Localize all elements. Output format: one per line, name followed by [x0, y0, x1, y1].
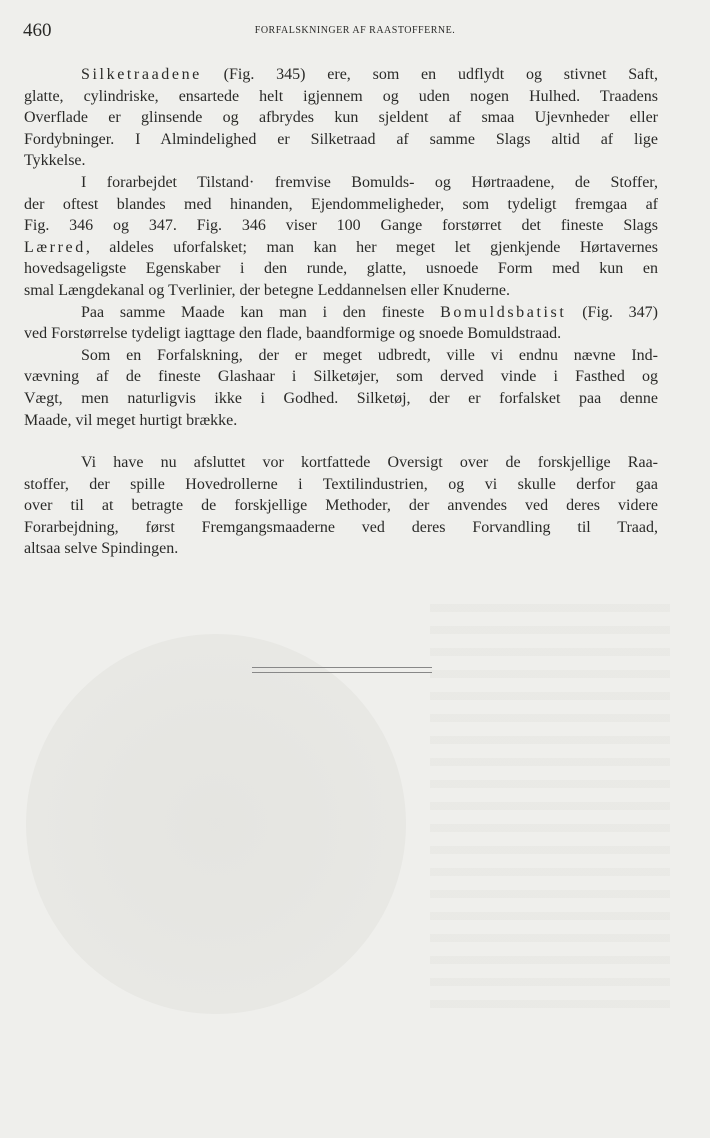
text-line — [24, 474, 658, 496]
text-line — [24, 323, 658, 345]
text-segment: (Fig. 347) — [566, 303, 659, 321]
text-line — [24, 388, 658, 410]
text-segment: ved Forstørrelse tydeligt iagttage den flade, baandformige og snoede Bomuldstraad. — [24, 325, 562, 343]
text-segment: Fordybninger. I Almindelighed er Silketraad af samme Slags altid af lige — [24, 130, 658, 148]
text-segment: glatte, cylindriske, ensartede helt igjennem og uden nogen Hulhed. Traadens — [24, 87, 658, 105]
text-line — [24, 366, 658, 388]
text-line — [24, 107, 658, 129]
text-segment: hovedsageligste Egenskaber i den runde, glatte, usnoede Form med kun en — [24, 260, 658, 278]
text-line — [24, 172, 658, 194]
section-end-rule — [252, 667, 432, 673]
text-line — [24, 280, 658, 302]
text-segment: (Fig. 345) ere, som en udflydt og stivnet Saft, — [201, 66, 658, 83]
text-segment: smal Længdekanal og Tverlinier, der betegne Leddannelsen eller Knuderne. — [24, 281, 510, 299]
text-line — [24, 495, 658, 517]
bleed-through-figure — [26, 634, 406, 1014]
text-line — [24, 302, 658, 324]
text-segment: I forarbejdet Tilstand· fremvise Bomulds- og Hørtraadene, de Stoffer, — [81, 173, 658, 191]
paragraph — [24, 452, 658, 560]
spaced-term: Silketraadene — [81, 66, 202, 83]
text-segment: Forarbejdning, først Fremgangsmaaderne ved deres Forvandling til Traad, — [24, 518, 658, 536]
text-line — [24, 237, 658, 259]
text-segment: altsaa selve Spindingen. — [24, 540, 179, 558]
text-segment: vævning af de fineste Glashaar i Silketøjer, som derved vinde i Fasthed og — [24, 368, 658, 386]
running-head: FORFALSKNINGER AF RAASTOFFERNE. — [254, 25, 456, 36]
text-line — [24, 64, 658, 86]
text-line — [24, 517, 658, 539]
paragraph — [24, 302, 658, 345]
text-segment: Vi have nu afsluttet vor kortfattede Oversigt over de forskjellige Raa- — [81, 454, 658, 472]
text-segment: over til at betragte de forskjellige Methoder, der anvendes ved deres videre — [24, 497, 658, 515]
text-segment: stoffer, der spille Hovedrollerne i Textilindustrien, og vi skulle derfor gaa — [24, 475, 658, 493]
spaced-term: Bomuldsbatist — [440, 303, 567, 321]
text-line — [24, 345, 658, 367]
text-line — [24, 194, 658, 216]
page-number: 460 — [23, 20, 52, 41]
text-segment: Som en Forfalskning, der er meget udbredt, ville vi endnu nævne Ind- — [81, 346, 658, 364]
text-line — [24, 86, 658, 108]
paragraph — [24, 345, 658, 431]
body-text — [24, 64, 658, 560]
text-line — [24, 452, 658, 474]
text-segment: Overflade er glinsende og afbrydes kun sjeldent af smaa Ujevnheder eller — [24, 109, 658, 127]
text-line — [24, 215, 658, 237]
bleed-through-text — [430, 590, 670, 1010]
spaced-term: Lærred — [24, 238, 86, 256]
paragraph — [24, 64, 658, 172]
text-line — [24, 538, 658, 560]
text-segment: der oftest blandes med hinanden, Ejendommeligheder, som tydeligt fremgaa af — [24, 195, 658, 213]
text-line — [24, 410, 658, 432]
text-segment: Maade, vil meget hurtigt brække. — [24, 411, 238, 429]
text-line — [24, 150, 658, 172]
text-line — [24, 258, 658, 280]
text-segment: Paa samme Maade kan man i den fineste — [81, 303, 441, 321]
text-line — [24, 129, 658, 151]
text-segment: Tykkelse. — [24, 152, 86, 170]
text-segment: Vægt, men naturligvis ikke i Godhed. Silketøj, der er forfalsket paa denne — [24, 389, 658, 407]
text-segment: , aldeles uforfalsket; man kan her meget let gjenkjende Hørtavernes — [85, 238, 658, 256]
text-segment: Fig. 346 og 347. Fig. 346 viser 100 Gange forstørret det fineste Slags — [24, 217, 658, 235]
paragraph — [24, 172, 658, 302]
